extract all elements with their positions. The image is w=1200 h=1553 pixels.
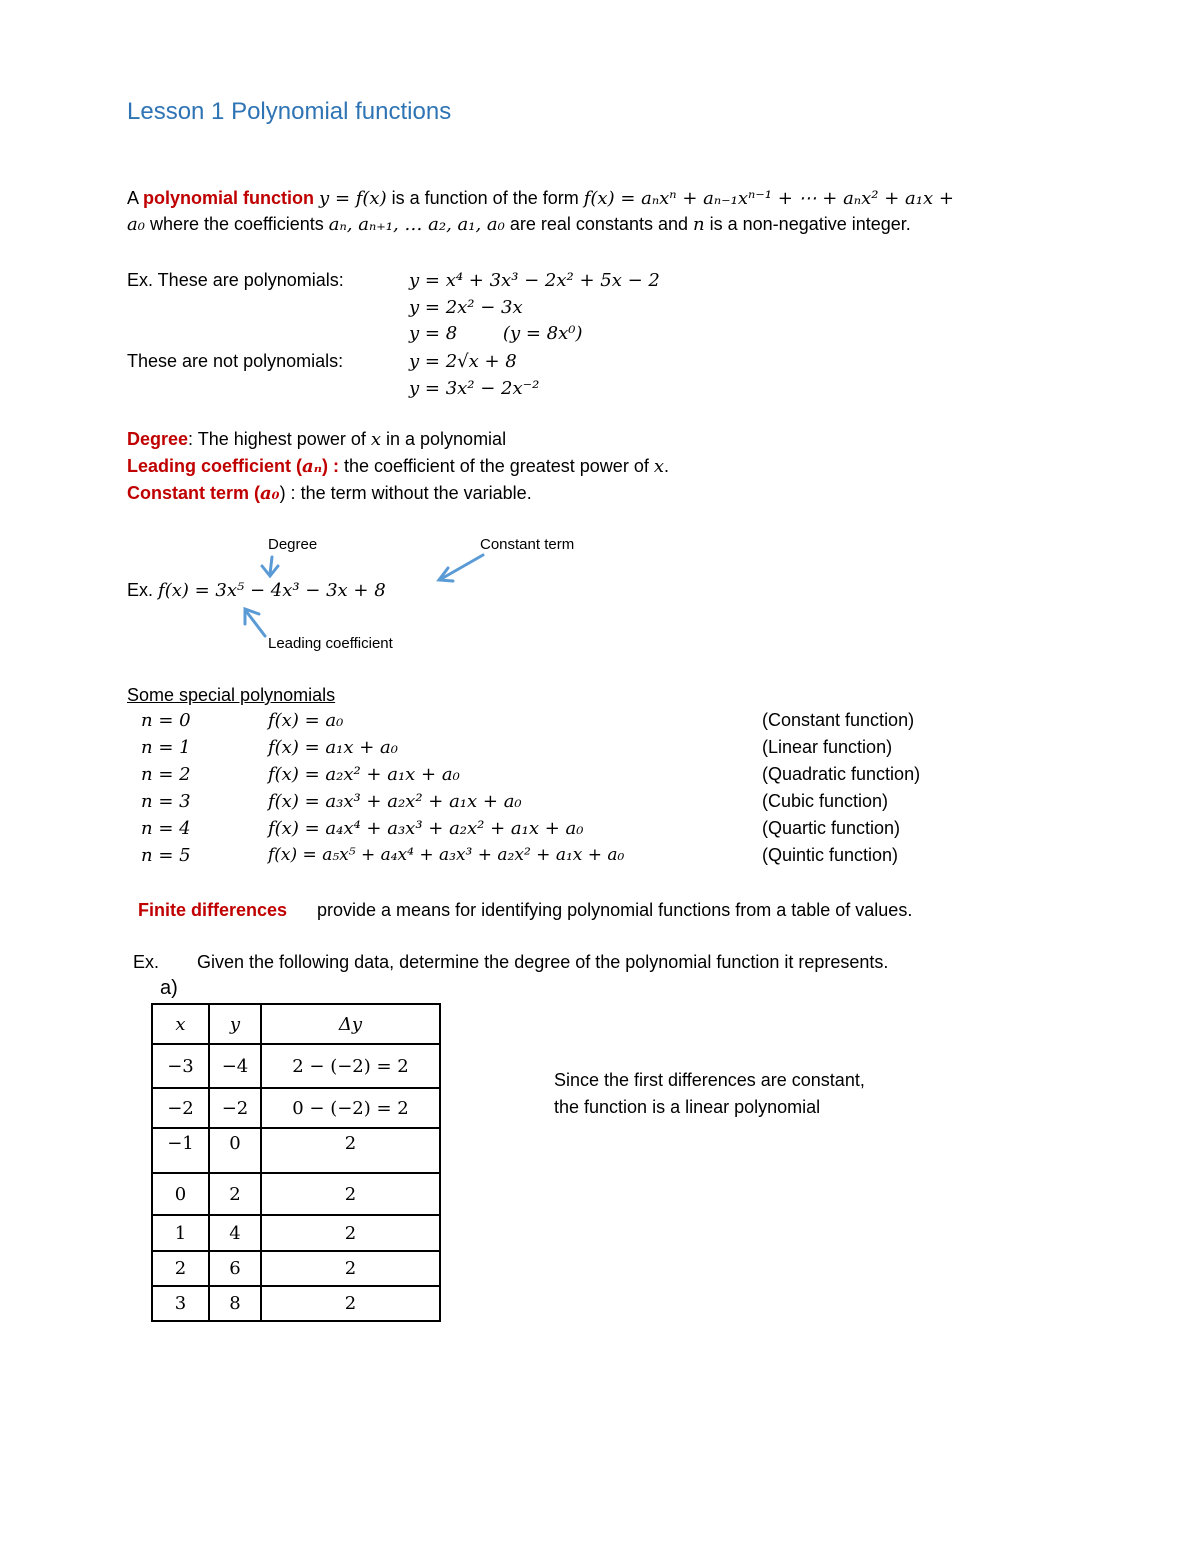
- special-row-f: f(x) = a₄x⁴ + a₃x³ + a₂x² + a₁x + a₀: [268, 818, 584, 839]
- anatomy-expression: f(x) = 3x⁵ − 4x³ − 3x + 8: [158, 580, 386, 601]
- finite-differences-desc: provide a means for identifying polynomial functions from a table of values.: [317, 900, 913, 920]
- term-constant-desc: the term without the variable.: [300, 483, 532, 503]
- term-leading-sym: aₙ: [302, 456, 322, 477]
- degree-label: Degree: [268, 536, 318, 553]
- exercise-prefix: Ex.: [133, 952, 160, 972]
- term-leading-var: x: [653, 456, 664, 477]
- definition-n: n: [693, 214, 705, 235]
- definition-text3: are real constants and: [509, 214, 689, 234]
- example-poly-3: y = 8 (y = 8x⁰): [409, 323, 583, 344]
- leading-coefficient-label: Leading coefficient: [268, 635, 393, 652]
- table-cell-dy: 2: [261, 1286, 440, 1321]
- example-nonpoly-2: y = 3x² − 2x⁻²: [409, 378, 540, 399]
- definition-prefix: A: [127, 188, 139, 208]
- definition-form: f(x) = aₙxⁿ + aₙ₋₁xⁿ⁻¹ + ⋯ + aₙx² + a₁x +: [583, 188, 954, 209]
- special-row-f: f(x) = a₅x⁵ + a₄x⁴ + a₃x³ + a₂x² + a₁x + a₀: [268, 845, 625, 865]
- table-cell-y: −2: [209, 1088, 261, 1128]
- exercise-prompt: Given the following data, determine the degree of the polynomial function it represents.: [197, 952, 889, 972]
- term-degree-label: Degree: [127, 429, 189, 449]
- special-row-f: f(x) = a₀: [268, 710, 344, 731]
- example-nonpoly-1: y = 2√x + 8: [409, 351, 517, 372]
- table-row: [152, 1088, 440, 1128]
- special-row-n: n = 3: [141, 791, 191, 812]
- table-cell-dy: 2 − (−2) = 2: [261, 1044, 440, 1088]
- table-cell-dy: 0 − (−2) = 2: [261, 1088, 440, 1128]
- definition-a0: a₀: [127, 214, 145, 235]
- anatomy-prefix: Ex.: [127, 580, 154, 600]
- definition-term: polynomial function: [143, 188, 315, 208]
- special-row-name: (Linear function): [762, 737, 893, 757]
- special-row-name: (Constant function): [762, 710, 915, 730]
- table-cell-y: −4: [209, 1044, 261, 1088]
- term-constant-sym: a₀: [260, 483, 280, 504]
- table-row: [152, 1044, 440, 1088]
- table-cell-x: −1: [152, 1128, 209, 1173]
- table-cell-dy: 2: [261, 1173, 440, 1215]
- special-row-f: f(x) = a₂x² + a₁x + a₀: [268, 764, 460, 785]
- table-cell-dy: 2: [261, 1128, 440, 1173]
- constant-arrow: [439, 555, 483, 581]
- differences-table: [151, 1003, 441, 1322]
- special-row-f: f(x) = a₃x³ + a₂x² + a₁x + a₀: [268, 791, 522, 812]
- special-heading: Some special polynomials: [127, 685, 336, 705]
- definition-func: y = f(x): [319, 188, 387, 209]
- term-leading-desc-pre: the coefficient of the greatest power of: [343, 456, 654, 476]
- table-header-y: y: [209, 1004, 261, 1044]
- term-leading-desc-post: .: [663, 456, 669, 476]
- exercise-part-label: a): [160, 977, 178, 999]
- special-row-name: (Cubic function): [762, 791, 889, 811]
- conclusion-line-1: Since the first differences are constant,: [554, 1070, 865, 1090]
- term-degree-desc-pre: The highest power of: [197, 429, 371, 449]
- page-title: Lesson 1 Polynomial functions: [127, 98, 452, 125]
- table-cell-x: 3: [152, 1286, 209, 1321]
- special-row-name: (Quadratic function): [762, 764, 921, 784]
- table-header-x: x: [152, 1004, 209, 1044]
- table-cell-y: 4: [209, 1215, 261, 1251]
- term-constant-sep: ) :: [279, 483, 296, 503]
- table-cell-x: −3: [152, 1044, 209, 1088]
- table-row: [152, 1173, 440, 1215]
- table-cell-x: 2: [152, 1251, 209, 1286]
- table-row: [152, 1286, 440, 1321]
- special-row-n: n = 5: [141, 845, 191, 866]
- term-leading-sep: ) :: [321, 456, 339, 476]
- constant-term-label: Constant term: [480, 536, 575, 553]
- examples-are-label: Ex. These are polynomials:: [127, 270, 344, 290]
- conclusion-line-2: the function is a linear polynomial: [554, 1097, 821, 1117]
- leading-arrow: [245, 609, 265, 636]
- special-row-n: n = 4: [141, 818, 191, 839]
- table-cell-y: 6: [209, 1251, 261, 1286]
- table-cell-dy: 2: [261, 1215, 440, 1251]
- special-row-name: (Quintic function): [762, 845, 899, 865]
- table-row: [152, 1215, 440, 1251]
- example-poly-1: y = x⁴ + 3x³ − 2x² + 5x − 2: [409, 270, 660, 291]
- term-degree-sep: :: [188, 429, 194, 449]
- table-header-row: [152, 1004, 440, 1044]
- example-poly-2: y = 2x² − 3x: [409, 297, 523, 318]
- definition-text4: is a non-negative integer.: [709, 214, 911, 234]
- term-degree-desc-post: in a polynomial: [381, 429, 507, 449]
- definition-coeffs: aₙ, aₙ₊₁, … a₂, a₁, a₀: [328, 214, 505, 235]
- table-cell-y: 0: [209, 1128, 261, 1173]
- table-cell-x: −2: [152, 1088, 209, 1128]
- annotation-arrows: [0, 0, 1200, 700]
- table-header-dy: Δy: [261, 1004, 440, 1044]
- term-leading-label: Leading coefficient (: [127, 456, 303, 476]
- term-degree-var: x: [370, 429, 381, 450]
- table-cell-y: 2: [209, 1173, 261, 1215]
- special-row-f: f(x) = a₁x + a₀: [268, 737, 398, 758]
- table-row: [152, 1128, 440, 1173]
- table-cell-x: 0: [152, 1173, 209, 1215]
- degree-arrow: [262, 557, 278, 576]
- definition-text1: is a function of the form: [391, 188, 579, 208]
- special-row-n: n = 2: [141, 764, 191, 785]
- table-row: [152, 1251, 440, 1286]
- table-cell-dy: 2: [261, 1251, 440, 1286]
- examples-not-label: These are not polynomials:: [127, 351, 344, 371]
- term-constant-label: Constant term (: [127, 483, 261, 503]
- special-row-n: n = 1: [141, 737, 191, 758]
- table-cell-y: 8: [209, 1286, 261, 1321]
- special-row-n: n = 0: [141, 710, 191, 731]
- definition-text2: where the coefficients: [149, 214, 324, 234]
- special-row-name: (Quartic function): [762, 818, 901, 838]
- finite-differences-term: Finite differences: [138, 900, 288, 920]
- table-cell-x: 1: [152, 1215, 209, 1251]
